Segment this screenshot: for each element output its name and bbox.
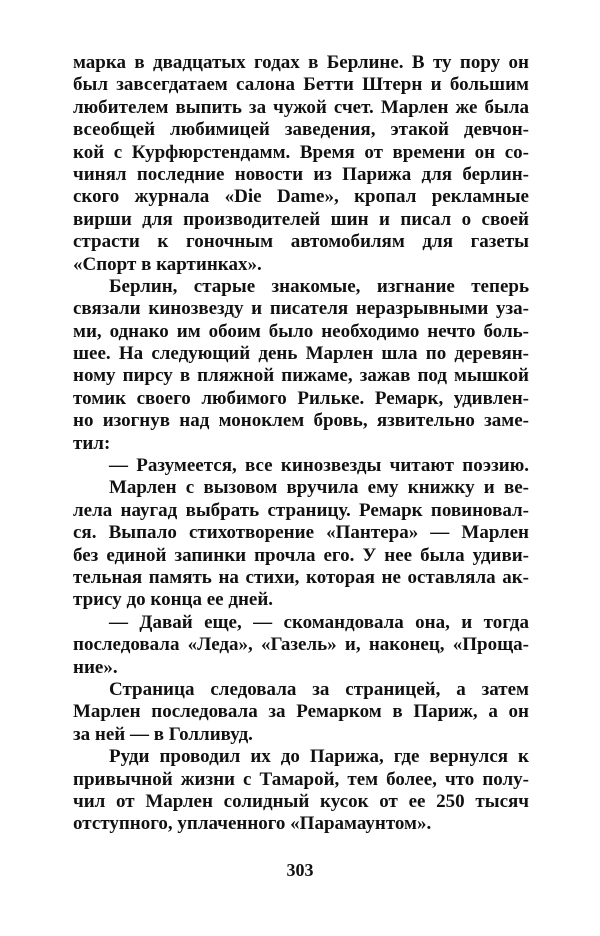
text-line: тил: [73, 432, 111, 454]
text-line: Страница следовала за страницей, а затем [109, 678, 529, 700]
text-line: лела наугад выбрать страницу. Ремарк повиновал- [73, 499, 529, 521]
text-line: был завсегдатаем салона Бетти Штерн и большим [73, 74, 529, 96]
text-line: кой с Курфюрстендамм. Время от времени он со- [73, 141, 529, 163]
text-line: чинял последние новости из Парижа для берлин- [73, 163, 529, 185]
text-line: ся. Выпало стихотворение «Пантера» — Марлен [73, 522, 529, 544]
text-line: Марлен с вызовом вручила ему книжку и ве- [109, 477, 529, 499]
text-line: Марлен последовала за Ремарком в Париж, а он [73, 701, 529, 723]
text-line: привычной жизни с Тамарой, тем более, что полу- [73, 768, 529, 790]
text-line: вирши для производителей шин и писал о своей [73, 208, 529, 230]
text-line: всеобщей любимицей заведения, этакой девчон- [73, 119, 529, 141]
text-line: но изогнув над моноклем бровь, язвительно заме- [73, 410, 529, 432]
text-line: отступного, уплаченного «Парамаунтом». [73, 813, 432, 835]
text-line: трису до конца ее дней. [73, 589, 274, 611]
text-line: любителем выпить за чужой счет. Марлен же была [73, 96, 529, 118]
text-line: ми, однако им обоим было необходимо нечто боль- [73, 320, 529, 342]
text-line: тельная память на стихи, которая не оставляла ак- [73, 566, 529, 588]
text-line: без единой запинки прочла его. У нее была удиви- [73, 544, 529, 566]
text-line: томик своего любимого Рильке. Ремарк, удивлен- [73, 387, 529, 409]
text-line: ному пирсу в пляжной пижаме, зажав под мышкой [73, 365, 529, 387]
page-number: 303 [286, 860, 314, 880]
text-line: страсти к гоночным автомобилям для газеты [73, 231, 529, 253]
text-line: Берлин, старые знакомые, изгнание теперь [109, 275, 529, 297]
text-line: «Спорт в картинках». [73, 253, 262, 275]
text-line: ского журнала «Die Dame», кропал рекламные [73, 186, 529, 208]
text-line: — Разумеется, все кинозвезды читают поэзию. [109, 455, 529, 477]
text-line: шее. На следующий день Марлен шла по деревян- [73, 343, 529, 365]
text-line: — Давай еще, — скомандовала она, и тогда [109, 611, 529, 633]
text-line: чил от Марлен солидный кусок от ее 250 тысяч [73, 790, 529, 812]
text-line: за ней — в Голливуд. [73, 723, 253, 745]
text-line: Руди проводил их до Парижа, где вернулся к [109, 746, 529, 768]
text-line: ние». [73, 656, 118, 678]
page-text [73, 52, 529, 836]
text-line: марка в двадцатых годах в Берлине. В ту пору он [73, 52, 529, 73]
text-line: связали кинозвезду и писателя неразрывными уза- [73, 298, 529, 320]
text-line: последовала «Леда», «Газель» и, наконец, «Проща- [73, 634, 529, 656]
